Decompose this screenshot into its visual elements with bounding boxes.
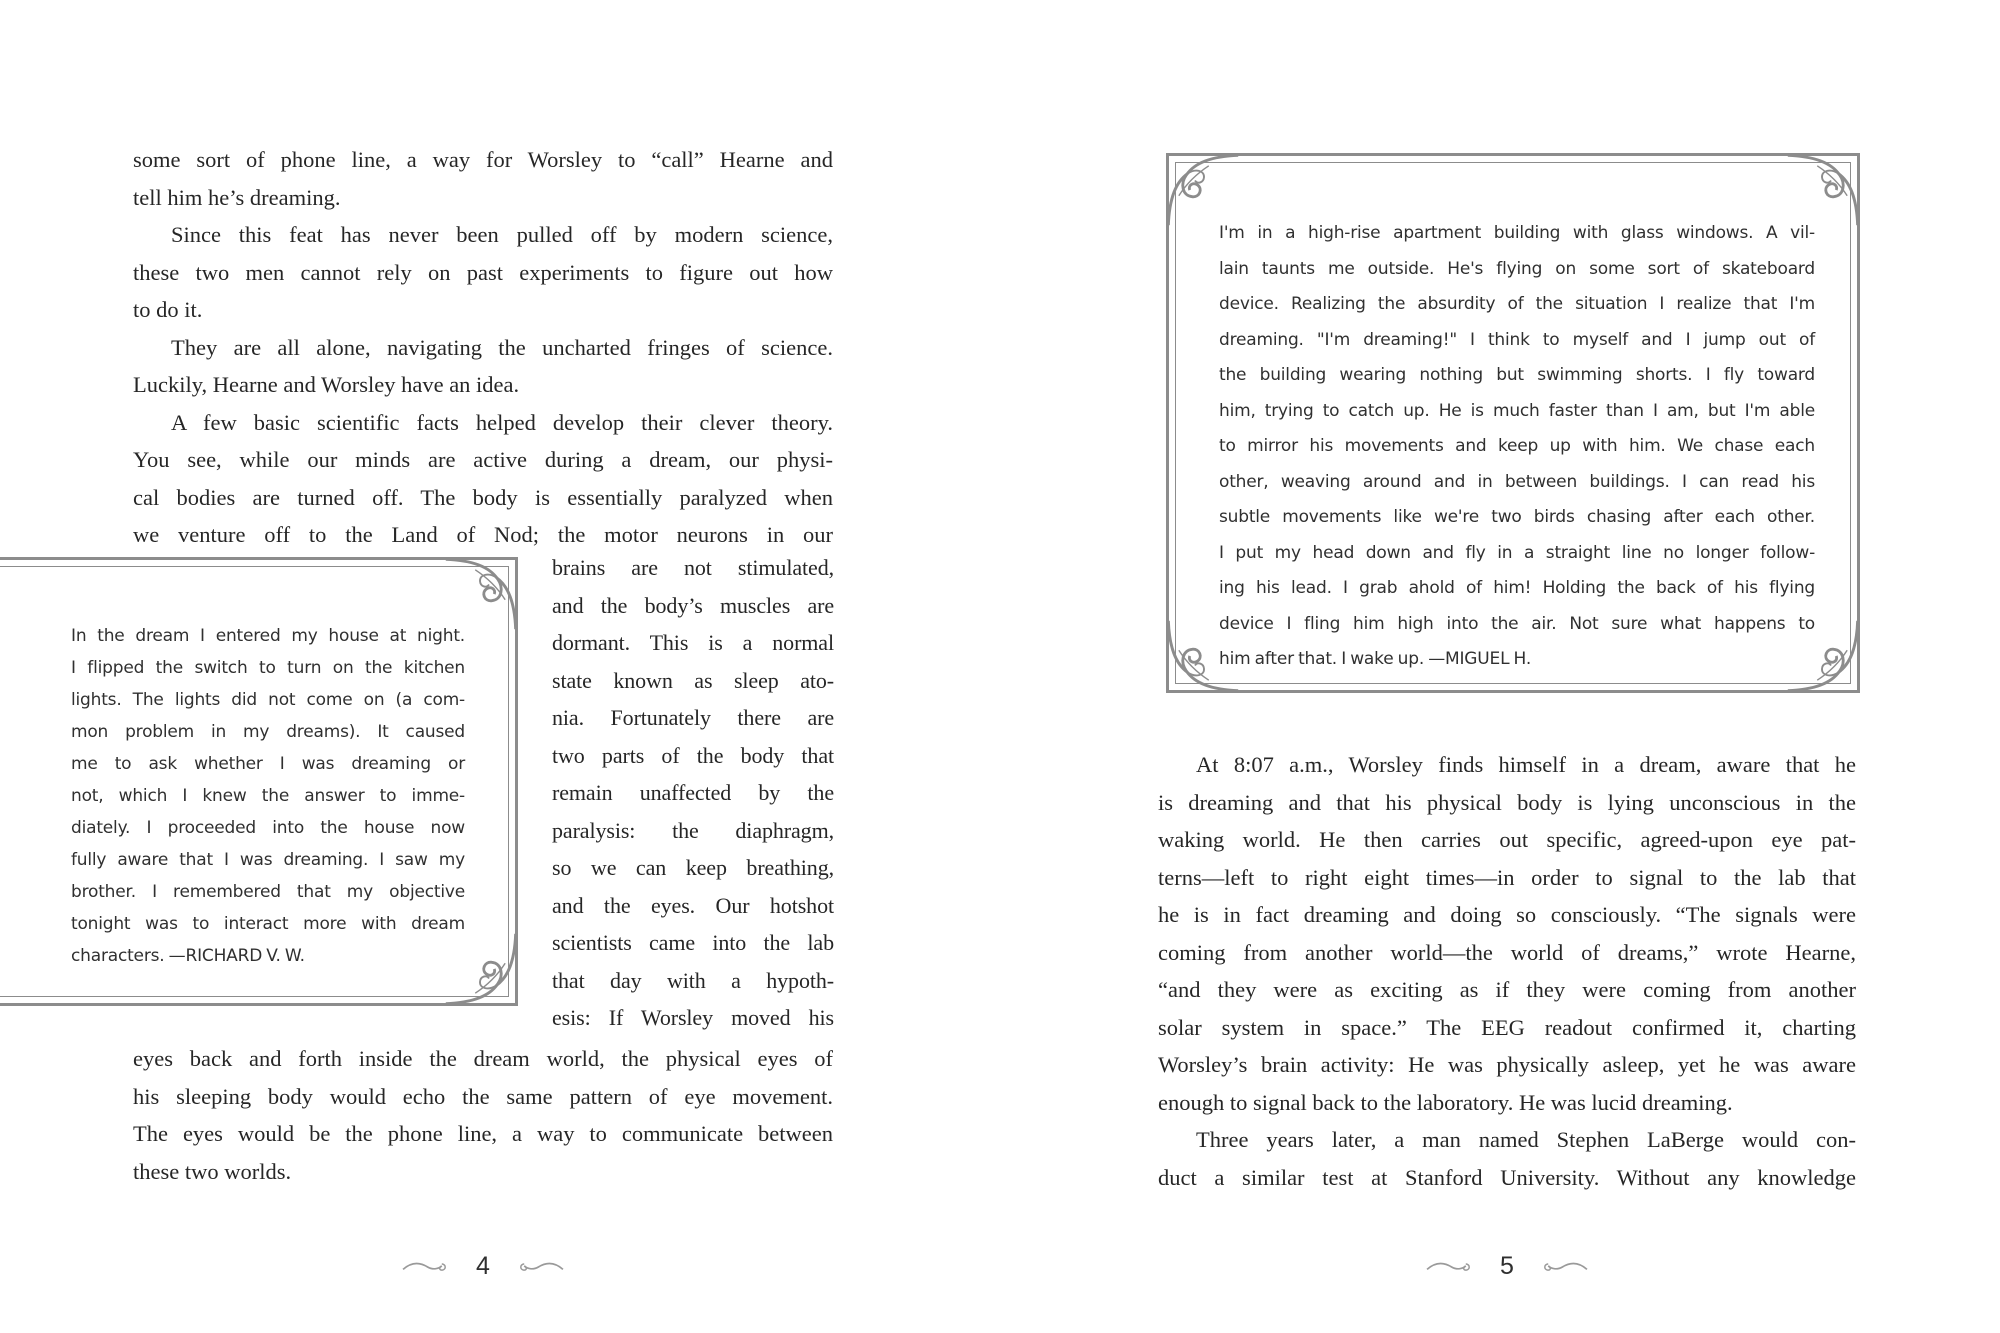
text-line: diately. I proceeded into the house now xyxy=(71,818,465,838)
text-line: waking world. He then carries out specific, agreed-upon eye pat- xyxy=(1158,827,1856,852)
text-line: terns—left to right eight times—in order to signal to the lab that xyxy=(1158,864,1856,890)
body-paragraphs-bottom xyxy=(133,1040,833,1190)
page-number-flourish-left-icon xyxy=(1425,1258,1482,1275)
text-line: that day with a hypoth- xyxy=(552,967,834,993)
text-line: ing his lead. I grab ahold of him! Holding the back of his flying xyxy=(1219,578,1815,598)
text-line: At 8:07 a.m., Worsley finds himself in a dream, aware that he xyxy=(1196,752,1856,777)
text-line: Three years later, a man named Stephen LaBerge would con- xyxy=(1196,1127,1856,1152)
text-line: tonight was to interact more with dream xyxy=(71,914,465,934)
text-line: Since this feat has never been pulled off by modern science, xyxy=(171,222,833,247)
text-line: lain taunts me outside. He's flying on some sort of skateboard xyxy=(1219,258,1815,279)
text-line: him, trying to catch up. He is much faster than I am, but I'm able xyxy=(1219,400,1815,421)
text-line: device I fling him high into the air. Not sure what happens to xyxy=(1219,613,1815,634)
text-line: is dreaming and that his physical body is lying unconscious in the xyxy=(1158,789,1856,815)
text-line: Luckily, Hearne and Worsley have an idea. xyxy=(133,372,520,397)
text-line: characters. —RICHARD V. W. xyxy=(71,946,305,966)
text-line: “and they were as exciting as if they were coming from another xyxy=(1158,977,1856,1002)
text-line: Worsley’s brain activity: He was physically asleep, yet he was aware xyxy=(1158,1052,1856,1077)
text-line: him after that. I wake up. —MIGUEL H. xyxy=(1219,649,1532,669)
text-line: brains are not stimulated, xyxy=(552,555,834,580)
page-number-text: 4 xyxy=(476,1252,490,1280)
text-line: these two worlds. xyxy=(133,1158,292,1184)
page-number-flourish-left-icon xyxy=(401,1258,458,1275)
text-line: lights. The lights did not come on (a com- xyxy=(71,690,465,710)
text-line: to do it. xyxy=(133,297,203,322)
body-paragraph-beside-box xyxy=(552,549,834,1037)
text-line: In the dream I entered my house at night. xyxy=(71,626,465,646)
text-line: to mirror his movements and keep up with him. We chase each xyxy=(1219,436,1815,456)
text-line: I put my head down and fly in a straight line no longer follow- xyxy=(1219,542,1815,563)
text-line: paralysis: the diaphragm, xyxy=(552,817,834,843)
text-line: and the eyes. Our hotshot xyxy=(552,892,834,918)
text-line: his sleeping body would echo the same pattern of eye movement. xyxy=(133,1083,833,1109)
text-line: we venture off to the Land of Nod; the motor neurons in our xyxy=(133,522,833,547)
page-number-flourish-right-icon xyxy=(1532,1258,1589,1275)
text-line: I'm in a high-rise apartment building with glass windows. A vil- xyxy=(1219,223,1815,243)
page-number-right xyxy=(1158,1252,1856,1281)
text-line: and the body’s muscles are xyxy=(552,592,834,618)
text-line: these two men cannot rely on past experiments to figure out how xyxy=(133,259,833,285)
text-line: The eyes would be the phone line, a way to communicate between xyxy=(133,1121,833,1146)
text-line: You see, while our minds are active during a dream, our physi- xyxy=(133,447,833,472)
body-paragraphs-main xyxy=(1158,746,1856,1196)
text-line: some sort of phone line, a way for Worsley to “call” Hearne and xyxy=(133,147,833,172)
text-line: dormant. This is a normal xyxy=(552,630,834,655)
text-line: enough to signal back to the laboratory. He was lucid dreaming. xyxy=(1158,1089,1733,1115)
text-line: he is in fact dreaming and doing so consciously. “The signals were xyxy=(1158,902,1856,927)
text-line: me to ask whether I was dreaming or xyxy=(71,754,465,774)
dream-quote-box-richard xyxy=(0,557,518,1006)
text-line: tell him he’s dreaming. xyxy=(133,184,341,210)
text-line: state known as sleep ato- xyxy=(552,667,834,693)
page-number-flourish-right-icon xyxy=(508,1258,565,1275)
dream-quote-box-miguel xyxy=(1166,153,1860,693)
dream-quote-text-miguel xyxy=(1219,216,1815,678)
page-number-text: 5 xyxy=(1500,1252,1514,1280)
text-line: dreaming. "I'm dreaming!" I think to myself and I jump out of xyxy=(1219,329,1815,350)
text-line: device. Realizing the absurdity of the situation I realize that I'm xyxy=(1219,294,1815,314)
text-line: They are all alone, navigating the uncharted fringes of science. xyxy=(171,334,833,360)
dream-quote-text-richard xyxy=(71,620,465,972)
text-line: eyes back and forth inside the dream world, the physical eyes of xyxy=(133,1046,833,1071)
text-line: I flipped the switch to turn on the kitchen xyxy=(71,658,465,678)
text-line: fully aware that I was dreaming. I saw my xyxy=(71,850,465,870)
text-line: two parts of the body that xyxy=(552,742,834,768)
text-line: solar system in space.” The EEG readout confirmed it, charting xyxy=(1158,1014,1856,1040)
text-line: other, weaving around and in between buildings. I can read his xyxy=(1219,471,1815,492)
body-paragraphs-top xyxy=(133,141,833,554)
text-line: remain unaffected by the xyxy=(552,780,834,805)
text-line: A few basic scientific facts helped develop their clever theory. xyxy=(171,409,833,435)
text-line: coming from another world—the world of dreams,” wrote Hearne, xyxy=(1158,939,1856,965)
text-line: nia. Fortunately there are xyxy=(552,705,834,730)
text-line: subtle movements like we're two birds chasing after each other. xyxy=(1219,507,1815,527)
text-line: the building wearing nothing but swimming shorts. I fly toward xyxy=(1219,365,1815,385)
text-line: esis: If Worsley moved his xyxy=(552,1005,834,1030)
text-line: cal bodies are turned off. The body is essentially paralyzed when xyxy=(133,484,833,510)
text-line: mon problem in my dreams). It caused xyxy=(71,722,465,742)
page-number-left xyxy=(133,1252,833,1281)
text-line: brother. I remembered that my objective xyxy=(71,882,465,902)
text-line: duct a similar test at Stanford University. Without any knowledge xyxy=(1158,1164,1856,1190)
right-page xyxy=(1000,0,2000,1333)
text-line: scientists came into the lab xyxy=(552,930,834,955)
text-line: so we can keep breathing, xyxy=(552,855,834,880)
text-line: not, which I knew the answer to imme- xyxy=(71,786,465,806)
